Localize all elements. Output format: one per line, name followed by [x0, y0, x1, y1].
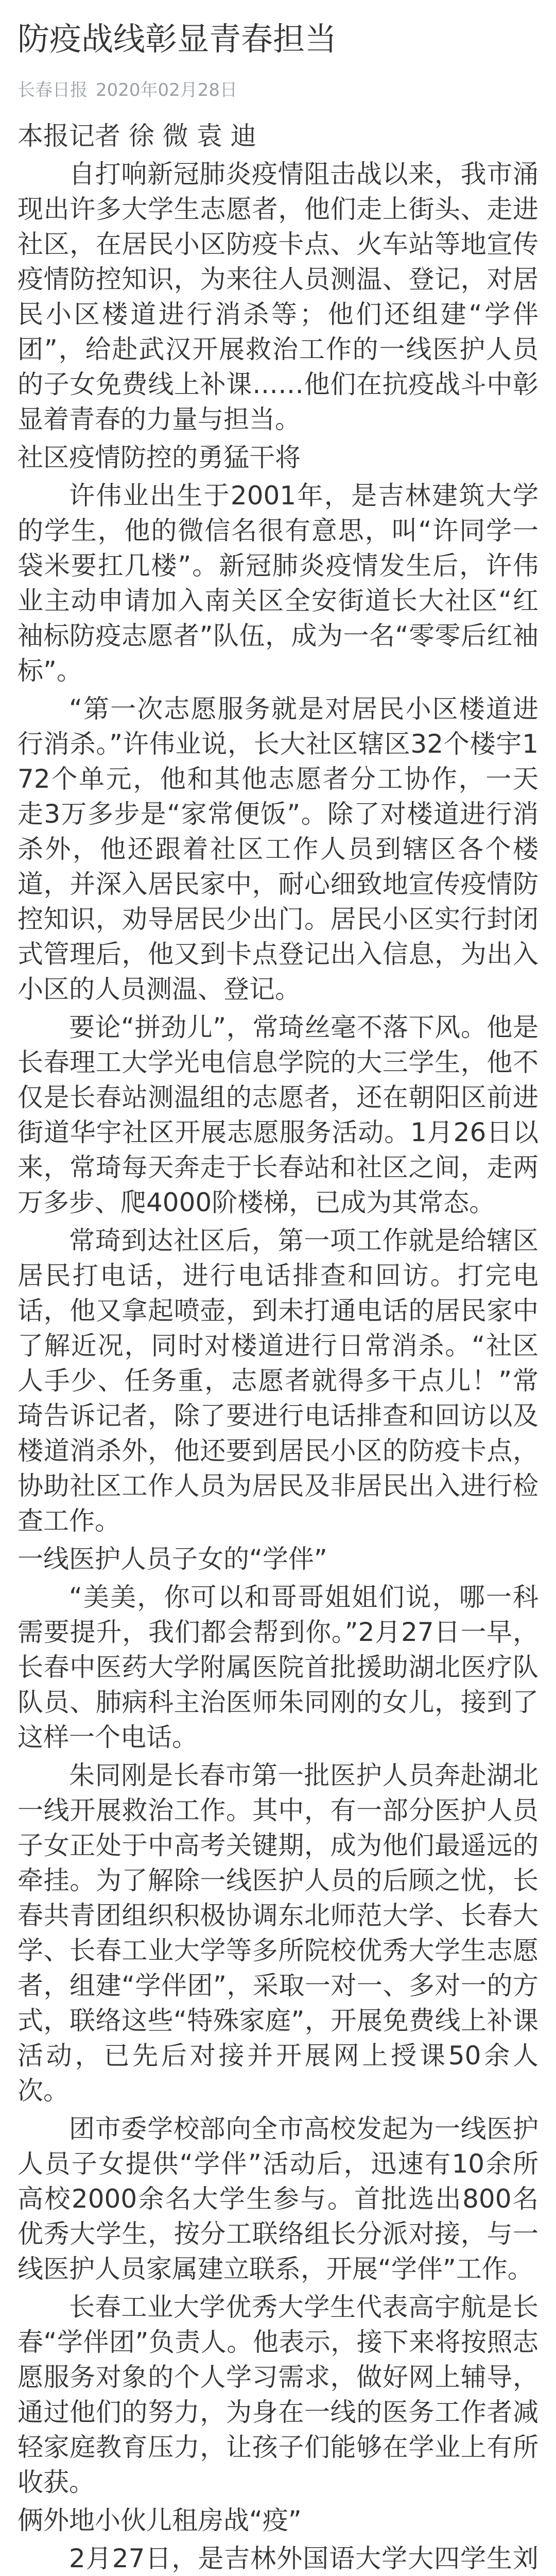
article-source: 长春日报 — [18, 79, 88, 100]
byline: 本报记者 徐 微 袁 迪 — [18, 121, 256, 151]
body-paragraph: 许伟业出生于2001年，是吉林建筑大学的学生，他的微信名很有意思，叫“许同学一袋米要扛几楼”。新冠肺炎疫情发生后，许伟业主动申请加入南关区全安街道长大社区“红袖标防疫志愿者”队伍，成为一名“零零后红袖标”。 — [18, 480, 538, 686]
body-paragraph: 常琦到达社区后，第一项工作就是给辖区居民打电话，进行电话排查和回访。打完电话，他又拿起喷壶，到未打通电话的居民家中了解近况，同时对楼道进行日常消杀。“社区人手少、任务重，志愿者就得多干点儿！”常琦告诉记者，除了要进行电话排查和回访以及楼道消杀外，他还要到居民小区的防疫卡点，协助社区工作人员为居民及非居民出入进行检查工作。 — [18, 1225, 538, 1536]
section-heading: 社区疫情防控的勇猛干将 — [18, 442, 301, 472]
article-title: 防疫战线彰显青春担当 — [18, 20, 337, 58]
body-paragraph: 自打响新冠肺炎疫情阻击战以来，我市涌现出许多大学生志愿者，他们走上街头、走进社区，在居民小区防疫卡点、火车站等地宣传疫情防控知识，为来往人员测温、登记，对居民小区楼道进行消杀等；他们还组建“学伴团”，给赴武汉开展救治工作的一线医护人员的子女免费线上补课……他们在抗疫战斗中彰显着青春的力量与担当。 — [18, 159, 538, 434]
body-paragraph: 团市委学校部向全市高校发起为一线医护人员子女提供“学伴”活动后，迅速有10余所高校2000余名大学生参与。首批选出800名优秀大学生，按分工联络组长分派对接，与一线医护人员家属建立联系，开展“学伴”工作。 — [18, 2113, 538, 2284]
body-paragraph: 要论“拼劲儿”，常琦丝毫不落下风。他是长春理工大学光电信息学院的大三学生，他不仅是长春站测温组的志愿者，还在朝阳区前进街道华宇社区开展志愿服务活动。1月26日以来，常琦每天奔走于长春站和社区之间，走两万多步、爬4000阶楼梯，已成为其常态。 — [18, 1012, 538, 1217]
body-paragraph: 长春工业大学优秀大学生代表高宇航是长春“学伴团”负责人。他表示，接下来将按照志愿服务对象的个人学习需求，做好网上辅导，通过他们的努力，为身在一线的医务工作者减轻家庭教育压力，让孩子们能够在学业上有所收获。 — [18, 2292, 538, 2497]
body-paragraph: 朱同刚是长春市第一批医护人员奔赴湖北一线开展救治工作。其中，有一部分医护人员子女正处于中高考关键期，成为他们最遥远的牵挂。为了解除一线医护人员的后顾之忧，长春共青团组织积极协调东北师范大学、长春大学、长春工业大学等多所院校优秀大学生志愿者，组建“学伴团”，采取一对一、多对一的方式，联络这些“特殊家庭”，开展免费线上补课活动，已先后对接并开展网上授课50余人次。 — [18, 1760, 538, 2106]
article-date: 2020年02月28日 — [96, 79, 238, 100]
section-heading: 一线医护人员子女的“学伴” — [18, 1544, 327, 1574]
article-body — [18, 118, 538, 2576]
body-paragraph: “第一次志愿服务就是对居民小区楼道进行消杀。”许伟业说，长大社区辖区32个楼宇172个单元，他和其他志愿者分工协作，一天走3万多步是“家常便饭”。除了对楼道进行消杀外，他还跟着社区工作人员到辖区各个楼道，并深入居民家中，耐心细致地宣传疫情防控知识，劝导居民少出门。居民小区实行封闭式管理后，他又到卡点登记出入信息，为出入小区的人员测温、登记。 — [18, 693, 538, 1004]
article-meta — [18, 76, 538, 101]
body-paragraph: 2月27日，是吉林外国语大学大四学生刘 — [69, 2543, 538, 2573]
body-paragraph: “美美，你可以和哥哥姐姐们说，哪一科需要提升，我们都会帮到你。”2月27日一早，长春中医药大学附属医院首批援助湖北医疗队队员、肺病科主治医师朱同刚的女儿，接到了这样一个电话。 — [18, 1582, 538, 1752]
section-heading: 俩外地小伙儿租房战“疫” — [18, 2505, 302, 2535]
